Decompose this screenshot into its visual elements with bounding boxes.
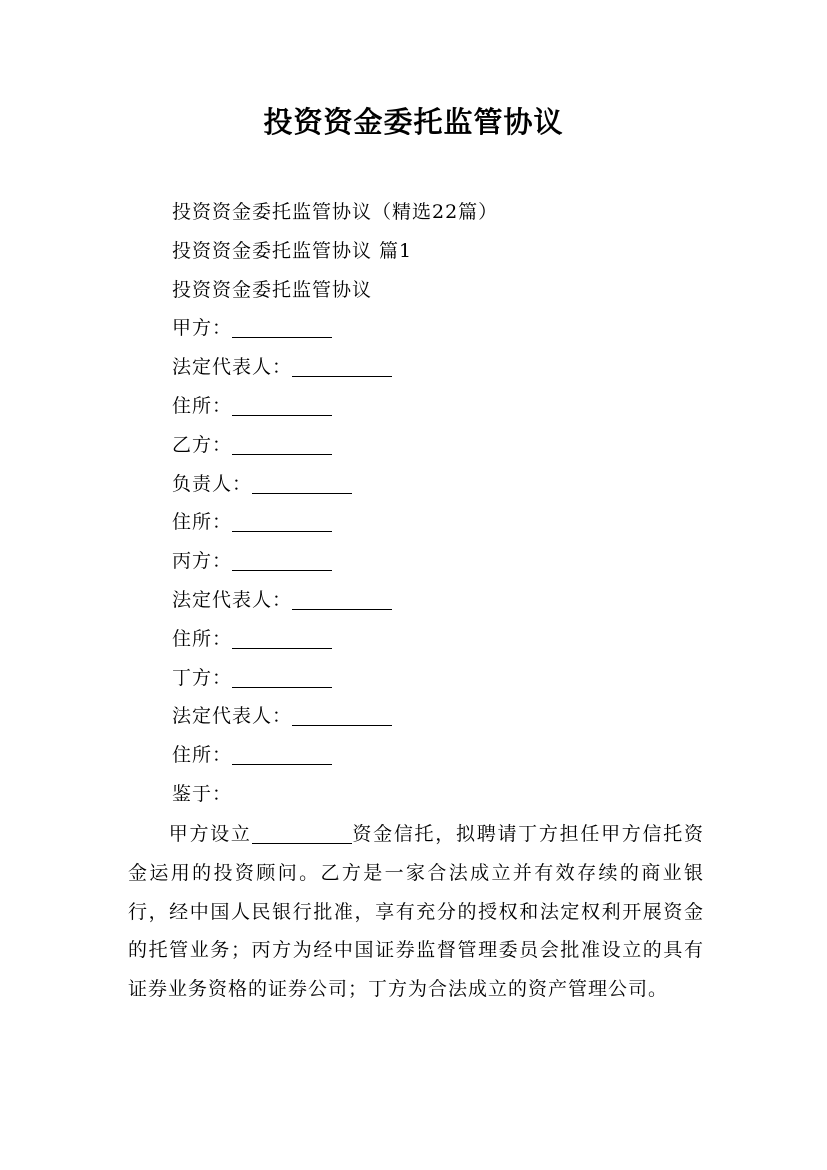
field-label: 住所：: [172, 394, 233, 417]
field-label: 住所：: [172, 511, 233, 534]
field-label: 乙方：: [172, 433, 233, 456]
party-d-representative-field: [172, 697, 712, 736]
article-heading: 投资资金委托监管协议 篇1: [172, 239, 413, 262]
document-lines: [172, 193, 712, 814]
field-label: 甲方：: [172, 317, 233, 340]
field-label: 丙方：: [172, 550, 233, 573]
party-a-field: [172, 309, 712, 348]
fill-in-blank: [232, 626, 332, 649]
fill-in-blank: [232, 548, 332, 571]
party-b-responsible-field: [172, 465, 712, 504]
field-label: 住所：: [172, 744, 233, 767]
fill-in-blank: [252, 821, 352, 844]
party-d-address-field: [172, 736, 712, 775]
fill-in-blank: [232, 432, 332, 455]
field-label: 丁方：: [172, 666, 233, 689]
field-label: 住所：: [172, 627, 233, 650]
party-c-address-field: [172, 620, 712, 659]
document-title: 投资资金委托监管协议: [263, 105, 564, 139]
whereas-label: 鉴于：: [172, 782, 233, 805]
field-label: 法定代表人：: [172, 705, 293, 728]
party-d-field: [172, 659, 712, 698]
fill-in-blank: [232, 742, 332, 765]
party-a-address-field: [172, 387, 712, 426]
fill-in-blank: [292, 703, 392, 726]
paragraph-text-start: 甲方设立: [168, 823, 252, 845]
paragraph-text-rest: 资金信托，拟聘请丁方担任甲方信托资金运用的投资顾问。乙方是一家合法成立并有效存续的商业银行，经中国人民银行批准，享有充分的授权和法定权利开展资金的托管业务；丙方为经中国证券监督管理委员会批准设立的具有证券业务资格的证券公司；丁方为合法成立的资产管理公司。: [128, 823, 704, 1001]
field-label: 法定代表人：: [172, 588, 293, 611]
field-label: 负责人：: [172, 472, 253, 495]
fill-in-blank: [252, 471, 352, 494]
field-label: 法定代表人：: [172, 356, 293, 379]
collection-subtitle: 投资资金委托监管协议（精选22篇）: [172, 201, 499, 223]
whereas-paragraph: [128, 815, 704, 1009]
party-b-address-field: [172, 503, 712, 542]
fill-in-blank: [232, 315, 332, 338]
party-a-representative-field: [172, 348, 712, 387]
party-b-field: [172, 426, 712, 465]
party-c-representative-field: [172, 581, 712, 620]
fill-in-blank: [292, 354, 392, 377]
fill-in-blank: [232, 393, 332, 416]
fill-in-blank: [232, 509, 332, 532]
fill-in-blank: [232, 665, 332, 688]
article-title: 投资资金委托监管协议: [172, 278, 373, 301]
party-c-field: [172, 542, 712, 581]
fill-in-blank: [292, 587, 392, 610]
